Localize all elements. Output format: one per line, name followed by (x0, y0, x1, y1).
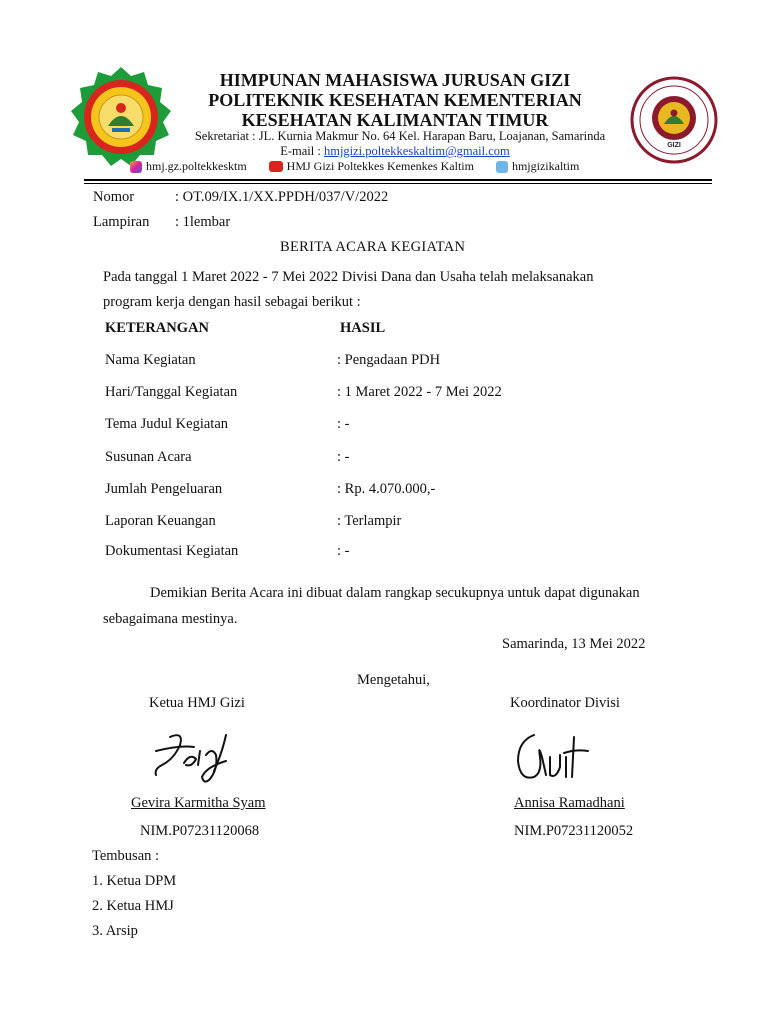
place-date: Samarinda, 13 Mei 2022 (502, 636, 646, 652)
right-logo (630, 76, 718, 164)
row-label-laporan-keuangan: Laporan Keuangan (105, 513, 216, 529)
closing-line-1: Demikian Berita Acara ini dibuat dalam rangkap secukupnya untuk dapat digunakan (150, 585, 640, 601)
row-label-tema-judul: Tema Judul Kegiatan (105, 416, 229, 432)
row-label-jumlah-pengeluaran: Jumlah Pengeluaran (105, 481, 223, 497)
table-header-keterangan: KETERANGAN (105, 320, 209, 336)
social-bar (130, 159, 579, 174)
row-value-nama-kegiatan: : Pengadaan PDH (337, 352, 441, 368)
row-value-jumlah-pengeluaran: : Rp. 4.070.000,- (337, 481, 436, 497)
signatory-role-right: Koordinator Divisi (510, 695, 620, 711)
cc-item-3: 3. Arsip (92, 923, 138, 939)
org-title-line-2: POLITEKNIK KESEHATAN KEMENTERIAN (208, 90, 582, 110)
signatory-name-right: Annisa Ramadhani (514, 795, 625, 811)
email-link[interactable]: hmjgizi.poltekkeskaltim@gmail.com (323, 144, 510, 158)
acknowledged-label: Mengetahui, (357, 672, 430, 688)
row-label-susunan-acara: Susunan Acara (105, 449, 192, 465)
nomor-value: : OT.09/IX.1/XX.PPDH/037/V/2022 (175, 189, 389, 205)
signature-left (150, 725, 240, 787)
closing-line-2: sebagaimana mestinya. (103, 611, 238, 627)
cc-item-1: 1. Ketua DPM (92, 873, 177, 889)
row-value-dokumentasi: : - (337, 543, 350, 559)
twitter-icon (496, 161, 508, 173)
signatory-name-left: Gevira Karmitha Syam (131, 795, 266, 811)
row-label-dokumentasi: Dokumentasi Kegiatan (105, 543, 239, 559)
row-label-nama-kegiatan: Nama Kegiatan (105, 352, 196, 368)
email-label: E-mail : (280, 144, 324, 158)
intro-line-1: Pada tanggal 1 Maret 2022 - 7 Mei 2022 Divisi Dana dan Usaha telah melaksanakan (103, 269, 594, 285)
nomor-label: Nomor (93, 189, 135, 205)
twitter-handle: hmjgizikaltim (511, 159, 580, 173)
signature-right (512, 727, 594, 787)
org-email (150, 144, 640, 158)
header-divider-thick (84, 179, 712, 181)
header-divider-thin (84, 183, 712, 184)
lampiran-value: : 1lembar (175, 214, 231, 230)
signatory-nim-left: NIM.P07231120068 (140, 823, 260, 839)
signatory-role-left: Ketua HMJ Gizi (149, 695, 245, 711)
row-value-laporan-keuangan: : Terlampir (337, 513, 402, 529)
row-value-susunan-acara: : - (337, 449, 350, 465)
youtube-channel: HMJ Gizi Poltekkes Kemenkes Kaltim (286, 159, 474, 173)
instagram-handle: hmj.gz.poltekkesktm (146, 159, 247, 173)
cc-item-2: 2. Ketua HMJ (92, 898, 174, 914)
table-header-hasil: HASIL (340, 320, 386, 336)
cc-label: Tembusan : (92, 848, 160, 864)
org-title-line-3: KESEHATAN KALIMANTAN TIMUR (241, 110, 549, 130)
org-address: Sekretariat : JL. Kurnia Makmur No. 64 Kel. Harapan Baru, Loajanan, Samarinda (194, 129, 606, 143)
signatory-nim-right: NIM.P07231120052 (514, 823, 634, 839)
instagram-icon (130, 161, 142, 173)
row-value-tema-judul: : - (337, 416, 350, 432)
row-value-hari-tanggal: : 1 Maret 2022 - 7 Mei 2022 (337, 384, 502, 400)
row-label-hari-tanggal: Hari/Tanggal Kegiatan (105, 384, 238, 400)
intro-line-2: program kerja dengan hasil sebagai berikut : (103, 294, 361, 310)
org-title-line-1: HIMPUNAN MAHASISWA JURUSAN GIZI (219, 70, 571, 90)
document-title: BERITA ACARA KEGIATAN (280, 239, 466, 255)
lampiran-label: Lampiran (93, 214, 150, 230)
right-logo-text: GIZI (667, 142, 681, 149)
youtube-icon (269, 161, 283, 172)
